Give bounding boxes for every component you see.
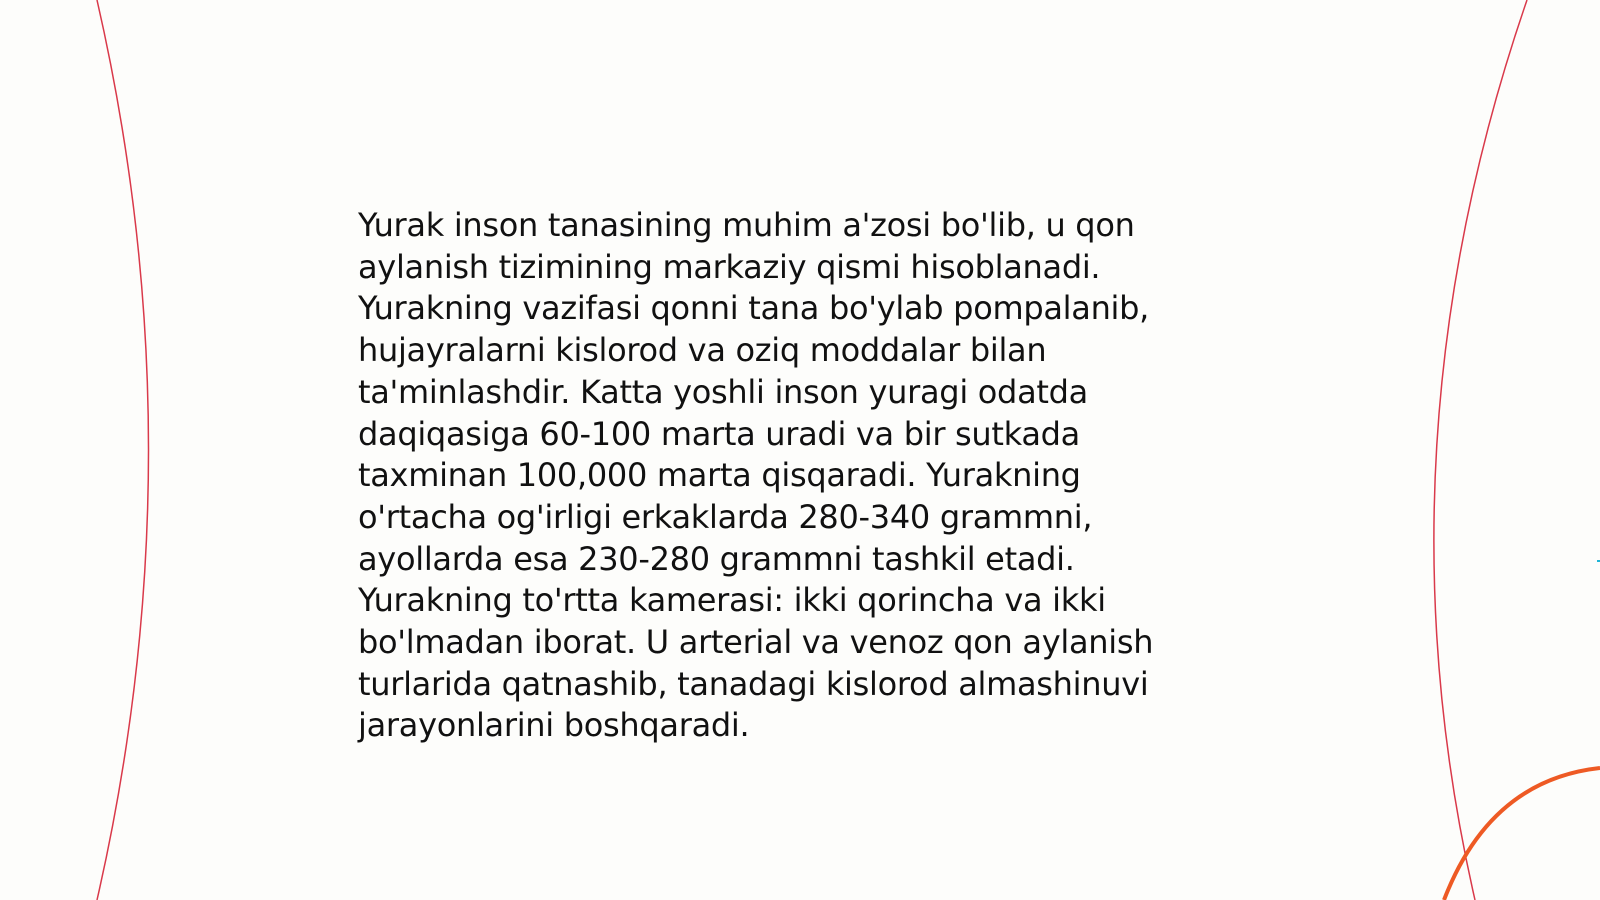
slide-body-text: Yurak inson tanasining muhim a'zosi bo'lib, u qon aylanish tizimining markaziy qismi hisoblanadi. Yurakning vazifasi qonni tana bo'ylab pompalanib, hujayralarni kislorod va oziq moddalar bilan ta'minlashdir. Katta yoshli inson yuragi odatda daqiqasiga 60-100 marta uradi va bir sutkada taxminan 100,000 marta qisqaradi. Yurakning o'rtacha og'irligi erkaklarda 280-340 grammni, ayollarda esa 230-280 grammni tashkil etadi. Yurakning to'rtta kamerasi: ikki qorincha va ikki bo'lmadan iborat. U arterial va venoz qon aylanish turlarida qatnashib, tanadagi kislorod almashinuvi jarayonlarini boshqaradi.	[358, 206, 1154, 745]
right-curve	[1434, 0, 1527, 900]
orange-arc	[1444, 768, 1600, 900]
left-curve	[97, 0, 149, 900]
